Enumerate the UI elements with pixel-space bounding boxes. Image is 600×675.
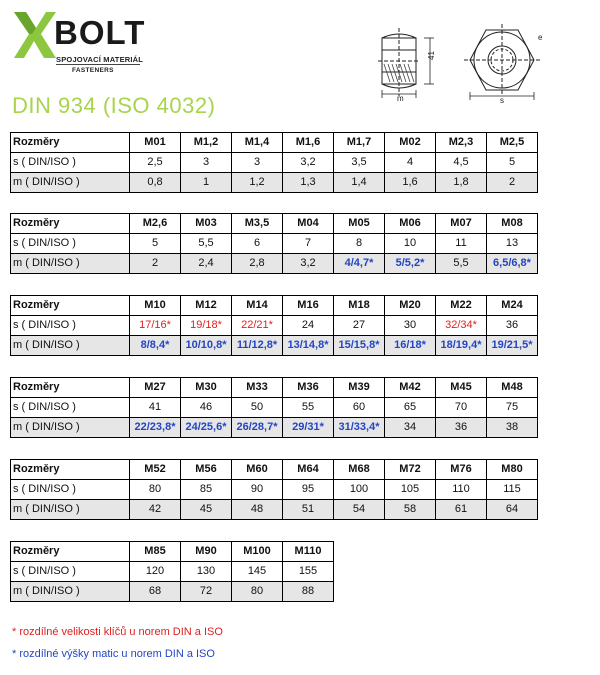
size-cell: M45 bbox=[436, 378, 487, 398]
m-cell: 6,5/6,8* bbox=[487, 254, 538, 274]
m-cell: 26/28,7* bbox=[232, 418, 283, 438]
m-cell: 18/19,4* bbox=[436, 336, 487, 356]
m-cell: 58 bbox=[385, 500, 436, 520]
size-cell: M30 bbox=[181, 378, 232, 398]
s-cell: 5 bbox=[487, 153, 538, 173]
m-cell: 13/14,8* bbox=[283, 336, 334, 356]
size-cell: M08 bbox=[487, 214, 538, 234]
s-cell: 36 bbox=[487, 316, 538, 336]
m-cell: 16/18* bbox=[385, 336, 436, 356]
row-label: Rozměry bbox=[11, 542, 130, 562]
s-cell: 3,2 bbox=[283, 153, 334, 173]
s-cell: 55 bbox=[283, 398, 334, 418]
s-cell: 85 bbox=[181, 480, 232, 500]
s-cell: 50 bbox=[232, 398, 283, 418]
table-row-size bbox=[11, 133, 538, 153]
brand-subtag: FASTENERS bbox=[72, 67, 114, 74]
s-cell: 24 bbox=[283, 316, 334, 336]
table-row-s bbox=[11, 234, 538, 254]
table-row-m bbox=[11, 418, 538, 438]
size-table bbox=[10, 295, 538, 356]
m-cell: 38 bbox=[487, 418, 538, 438]
m-cell: 36 bbox=[436, 418, 487, 438]
size-cell: M100 bbox=[232, 542, 283, 562]
brand-tagline: SPOJOVACÍ MATERIÁL bbox=[56, 55, 144, 64]
m-cell: 48 bbox=[232, 500, 283, 520]
table-row-m bbox=[11, 173, 538, 193]
size-cell: M12 bbox=[181, 296, 232, 316]
size-cell: M56 bbox=[181, 460, 232, 480]
table-row-size bbox=[11, 214, 538, 234]
s-cell: 2,5 bbox=[130, 153, 181, 173]
s-cell: 115 bbox=[487, 480, 538, 500]
m-cell: 1,4 bbox=[334, 173, 385, 193]
size-cell: M1,4 bbox=[232, 133, 283, 153]
m-cell: 15/15,8* bbox=[334, 336, 385, 356]
m-cell: 2 bbox=[130, 254, 181, 274]
row-label: s ( DIN/ISO ) bbox=[11, 153, 130, 173]
size-cell: M76 bbox=[436, 460, 487, 480]
size-cell: M36 bbox=[283, 378, 334, 398]
s-cell: 3 bbox=[181, 153, 232, 173]
page-title: DIN 934 (ISO 4032) bbox=[12, 93, 216, 118]
s-cell: 32/34* bbox=[436, 316, 487, 336]
m-cell: 24/25,6* bbox=[181, 418, 232, 438]
s-cell: 155 bbox=[283, 562, 334, 582]
row-label: m ( DIN/ISO ) bbox=[11, 336, 130, 356]
m-cell: 80 bbox=[232, 582, 283, 602]
s-cell: 6 bbox=[232, 234, 283, 254]
dim-s-label: s bbox=[500, 96, 504, 104]
size-cell: M2,6 bbox=[130, 214, 181, 234]
m-cell: 54 bbox=[334, 500, 385, 520]
brand-logo bbox=[12, 10, 152, 76]
table-row-s bbox=[11, 398, 538, 418]
size-table bbox=[10, 213, 538, 274]
table-row-size bbox=[11, 378, 538, 398]
m-cell: 22/23,8* bbox=[130, 418, 181, 438]
s-cell: 4,5 bbox=[436, 153, 487, 173]
brand-divider bbox=[56, 64, 140, 65]
size-cell: M16 bbox=[283, 296, 334, 316]
size-cell: M20 bbox=[385, 296, 436, 316]
s-cell: 130 bbox=[181, 562, 232, 582]
svg-text:41: 41 bbox=[427, 51, 436, 60]
m-cell: 2,4 bbox=[181, 254, 232, 274]
row-label: Rozměry bbox=[11, 214, 130, 234]
s-cell: 13 bbox=[487, 234, 538, 254]
s-cell: 11 bbox=[436, 234, 487, 254]
s-cell: 7 bbox=[283, 234, 334, 254]
table-row-s bbox=[11, 316, 538, 336]
size-cell: M52 bbox=[130, 460, 181, 480]
row-label: Rozměry bbox=[11, 378, 130, 398]
row-label: s ( DIN/ISO ) bbox=[11, 234, 130, 254]
m-cell: 64 bbox=[487, 500, 538, 520]
s-cell: 100 bbox=[334, 480, 385, 500]
row-label: s ( DIN/ISO ) bbox=[11, 316, 130, 336]
s-cell: 27 bbox=[334, 316, 385, 336]
m-cell: 11/12,8* bbox=[232, 336, 283, 356]
table-row-m bbox=[11, 582, 334, 602]
size-cell: M14 bbox=[232, 296, 283, 316]
size-cell: M39 bbox=[334, 378, 385, 398]
s-cell: 30 bbox=[385, 316, 436, 336]
m-cell: 34 bbox=[385, 418, 436, 438]
row-label: Rozměry bbox=[11, 460, 130, 480]
size-table bbox=[10, 459, 538, 520]
dim-e-label: e bbox=[538, 33, 543, 42]
row-label: m ( DIN/ISO ) bbox=[11, 418, 130, 438]
m-cell: 45 bbox=[181, 500, 232, 520]
s-cell: 3,5 bbox=[334, 153, 385, 173]
row-label: s ( DIN/ISO ) bbox=[11, 562, 130, 582]
s-cell: 22/21* bbox=[232, 316, 283, 336]
row-label: m ( DIN/ISO ) bbox=[11, 173, 130, 193]
m-cell: 72 bbox=[181, 582, 232, 602]
size-cell: M3,5 bbox=[232, 214, 283, 234]
m-cell: 19/21,5* bbox=[487, 336, 538, 356]
table-row-size bbox=[11, 460, 538, 480]
size-cell: M1,7 bbox=[334, 133, 385, 153]
s-cell: 105 bbox=[385, 480, 436, 500]
m-cell: 42 bbox=[130, 500, 181, 520]
size-cell: M80 bbox=[487, 460, 538, 480]
size-cell: M06 bbox=[385, 214, 436, 234]
m-cell: 5/5,2* bbox=[385, 254, 436, 274]
brand-name: BOLT bbox=[54, 14, 146, 51]
dim-m-label: m bbox=[397, 94, 404, 103]
nut-drawing-icon bbox=[368, 20, 558, 104]
s-cell: 80 bbox=[130, 480, 181, 500]
s-cell: 17/16* bbox=[130, 316, 181, 336]
size-cell: M2,5 bbox=[487, 133, 538, 153]
s-cell: 3 bbox=[232, 153, 283, 173]
s-cell: 19/18* bbox=[181, 316, 232, 336]
size-cell: M24 bbox=[487, 296, 538, 316]
table-row-size bbox=[11, 296, 538, 316]
m-cell: 4/4,7* bbox=[334, 254, 385, 274]
size-cell: M18 bbox=[334, 296, 385, 316]
size-cell: M04 bbox=[283, 214, 334, 234]
table-row-m bbox=[11, 500, 538, 520]
row-label: s ( DIN/ISO ) bbox=[11, 480, 130, 500]
m-cell: 88 bbox=[283, 582, 334, 602]
row-label: Rozměry bbox=[11, 296, 130, 316]
row-label: m ( DIN/ISO ) bbox=[11, 254, 130, 274]
x-logo-icon bbox=[12, 10, 58, 60]
s-cell: 5,5 bbox=[181, 234, 232, 254]
m-cell: 5,5 bbox=[436, 254, 487, 274]
size-cell: M1,6 bbox=[283, 133, 334, 153]
m-cell: 0,8 bbox=[130, 173, 181, 193]
size-cell: M03 bbox=[181, 214, 232, 234]
m-cell: 68 bbox=[130, 582, 181, 602]
note-blue: * rozdílné výšky matic u norem DIN a ISO bbox=[12, 648, 215, 660]
table-row-s bbox=[11, 480, 538, 500]
s-cell: 46 bbox=[181, 398, 232, 418]
s-cell: 120 bbox=[130, 562, 181, 582]
m-cell: 3,2 bbox=[283, 254, 334, 274]
s-cell: 60 bbox=[334, 398, 385, 418]
m-cell: 2 bbox=[487, 173, 538, 193]
s-cell: 10 bbox=[385, 234, 436, 254]
m-cell: 1,6 bbox=[385, 173, 436, 193]
size-cell: M1,2 bbox=[181, 133, 232, 153]
m-cell: 1,3 bbox=[283, 173, 334, 193]
size-cell: M60 bbox=[232, 460, 283, 480]
size-cell: M90 bbox=[181, 542, 232, 562]
table-row-m bbox=[11, 254, 538, 274]
note-red: * rozdílné velikosti klíčů u norem DIN a ISO bbox=[12, 626, 223, 638]
table-row-m bbox=[11, 336, 538, 356]
row-label: m ( DIN/ISO ) bbox=[11, 500, 130, 520]
m-cell: 2,8 bbox=[232, 254, 283, 274]
table-row-s bbox=[11, 562, 334, 582]
size-cell: M33 bbox=[232, 378, 283, 398]
s-cell: 90 bbox=[232, 480, 283, 500]
s-cell: 145 bbox=[232, 562, 283, 582]
table-row-size bbox=[11, 542, 334, 562]
m-cell: 29/31* bbox=[283, 418, 334, 438]
size-table bbox=[10, 132, 538, 193]
size-cell: M110 bbox=[283, 542, 334, 562]
size-cell: M01 bbox=[130, 133, 181, 153]
s-cell: 4 bbox=[385, 153, 436, 173]
m-cell: 61 bbox=[436, 500, 487, 520]
size-cell: M72 bbox=[385, 460, 436, 480]
size-cell: M07 bbox=[436, 214, 487, 234]
size-cell: M85 bbox=[130, 542, 181, 562]
s-cell: 110 bbox=[436, 480, 487, 500]
row-label: s ( DIN/ISO ) bbox=[11, 398, 130, 418]
s-cell: 70 bbox=[436, 398, 487, 418]
s-cell: 8 bbox=[334, 234, 385, 254]
size-cell: M68 bbox=[334, 460, 385, 480]
m-cell: 1,2 bbox=[232, 173, 283, 193]
s-cell: 75 bbox=[487, 398, 538, 418]
table-row-s bbox=[11, 153, 538, 173]
size-cell: M10 bbox=[130, 296, 181, 316]
size-cell: M02 bbox=[385, 133, 436, 153]
s-cell: 41 bbox=[130, 398, 181, 418]
s-cell: 95 bbox=[283, 480, 334, 500]
size-cell: M22 bbox=[436, 296, 487, 316]
size-cell: M27 bbox=[130, 378, 181, 398]
row-label: Rozměry bbox=[11, 133, 130, 153]
size-cell: M64 bbox=[283, 460, 334, 480]
size-cell: M42 bbox=[385, 378, 436, 398]
size-table bbox=[10, 541, 334, 602]
size-cell: M48 bbox=[487, 378, 538, 398]
m-cell: 51 bbox=[283, 500, 334, 520]
size-table bbox=[10, 377, 538, 438]
row-label: m ( DIN/ISO ) bbox=[11, 582, 130, 602]
m-cell: 10/10,8* bbox=[181, 336, 232, 356]
s-cell: 5 bbox=[130, 234, 181, 254]
size-cell: M2,3 bbox=[436, 133, 487, 153]
m-cell: 31/33,4* bbox=[334, 418, 385, 438]
m-cell: 1 bbox=[181, 173, 232, 193]
m-cell: 8/8,4* bbox=[130, 336, 181, 356]
m-cell: 1,8 bbox=[436, 173, 487, 193]
size-cell: M05 bbox=[334, 214, 385, 234]
s-cell: 65 bbox=[385, 398, 436, 418]
